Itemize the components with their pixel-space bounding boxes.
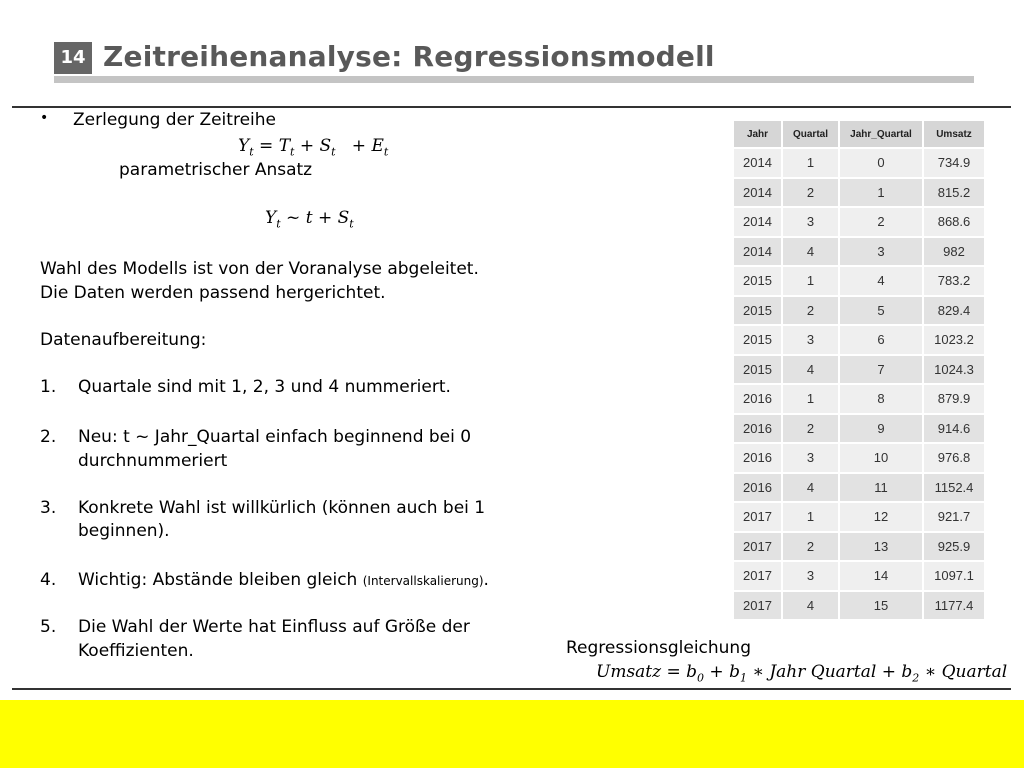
column-header-jahr: Jahr <box>734 121 783 149</box>
bullet-dot: • <box>40 110 49 126</box>
bottom-divider <box>12 688 1011 690</box>
list-item-main: Wichtig: Abstände bleiben gleich <box>78 570 358 590</box>
cell-jahr-quartal: 8 <box>840 385 924 415</box>
table-row <box>734 533 986 563</box>
model-equation: $Y_t$ ~ $t + S_t$ <box>265 208 354 231</box>
table-header-row <box>734 121 986 149</box>
table-row <box>734 385 986 415</box>
cell-quartal: 4 <box>783 238 840 268</box>
table-row <box>734 149 986 179</box>
cell-jahr-quartal: 10 <box>840 444 924 474</box>
cell-umsatz: 1023.2 <box>924 326 986 356</box>
cell-jahr: 2014 <box>734 179 783 209</box>
cell-umsatz: 921.7 <box>924 503 986 533</box>
data-table <box>734 121 986 621</box>
cell-jahr: 2017 <box>734 503 783 533</box>
list-item-text: Quartale sind mit 1, 2, 3 und 4 nummeriert. <box>78 377 451 397</box>
cell-quartal: 4 <box>783 356 840 386</box>
table-row <box>734 208 986 238</box>
footer-bar <box>0 700 1024 768</box>
column-header-umsatz: Umsatz <box>924 121 986 149</box>
table-row <box>734 474 986 504</box>
cell-jahr: 2015 <box>734 356 783 386</box>
cell-umsatz: 734.9 <box>924 149 986 179</box>
list-item-text: durchnummeriert <box>78 451 228 471</box>
cell-jahr: 2016 <box>734 444 783 474</box>
cell-jahr-quartal: 13 <box>840 533 924 563</box>
cell-quartal: 1 <box>783 267 840 297</box>
table-row <box>734 297 986 327</box>
cell-jahr: 2017 <box>734 562 783 592</box>
cell-quartal: 4 <box>783 474 840 504</box>
cell-jahr-quartal: 14 <box>840 562 924 592</box>
table-row <box>734 238 986 268</box>
cell-umsatz: 914.6 <box>924 415 986 445</box>
list-number: 4. <box>40 570 57 590</box>
intervallskalierung-note: (Intervallskalierung) <box>362 574 484 588</box>
cell-jahr-quartal: 2 <box>840 208 924 238</box>
list-item-tail: . <box>483 570 489 590</box>
cell-umsatz: 925.9 <box>924 533 986 563</box>
cell-jahr-quartal: 15 <box>840 592 924 622</box>
cell-quartal: 2 <box>783 297 840 327</box>
paragraph-line-2: Die Daten werden passend hergerichtet. <box>40 283 386 303</box>
cell-umsatz: 982 <box>924 238 986 268</box>
cell-quartal: 3 <box>783 562 840 592</box>
list-item-text: Koeffizienten. <box>78 641 194 661</box>
cell-jahr-quartal: 3 <box>840 238 924 268</box>
cell-jahr-quartal: 12 <box>840 503 924 533</box>
datenaufbereitung-heading: Datenaufbereitung: <box>40 330 207 350</box>
cell-quartal: 3 <box>783 208 840 238</box>
table-row <box>734 267 986 297</box>
cell-jahr: 2017 <box>734 592 783 622</box>
cell-jahr-quartal: 0 <box>840 149 924 179</box>
cell-quartal: 3 <box>783 444 840 474</box>
table-row <box>734 592 986 622</box>
cell-jahr: 2014 <box>734 149 783 179</box>
cell-umsatz: 879.9 <box>924 385 986 415</box>
slide-number: 14 <box>54 42 92 74</box>
list-number: 5. <box>40 617 57 637</box>
title-underline <box>54 76 974 83</box>
cell-jahr-quartal: 7 <box>840 356 924 386</box>
cell-jahr-quartal: 1 <box>840 179 924 209</box>
table-row <box>734 356 986 386</box>
column-header-jahr-quartal: Jahr_Quartal <box>840 121 924 149</box>
cell-umsatz: 1152.4 <box>924 474 986 504</box>
cell-quartal: 2 <box>783 415 840 445</box>
table-row <box>734 444 986 474</box>
cell-quartal: 3 <box>783 326 840 356</box>
cell-jahr-quartal: 6 <box>840 326 924 356</box>
regression-equation: Umsatz = $b_0 + b_1$ ∗ Jahr Quartal + $b_2$ ∗ Quartal <box>596 662 1008 685</box>
bullet-text: Zerlegung der Zeitreihe <box>73 110 276 130</box>
cell-jahr-quartal: 4 <box>840 267 924 297</box>
top-divider <box>12 106 1011 108</box>
decomposition-equation: $Y_t = T_t + S_t + E_t$ <box>238 136 389 159</box>
table-row <box>734 179 986 209</box>
cell-quartal: 2 <box>783 533 840 563</box>
slide-title: Zeitreihenanalyse: Regressionsmodell <box>103 40 715 73</box>
cell-jahr-quartal: 11 <box>840 474 924 504</box>
cell-umsatz: 1097.1 <box>924 562 986 592</box>
cell-jahr: 2016 <box>734 385 783 415</box>
cell-umsatz: 1024.3 <box>924 356 986 386</box>
cell-jahr: 2014 <box>734 208 783 238</box>
column-header-quartal: Quartal <box>783 121 840 149</box>
cell-jahr: 2016 <box>734 474 783 504</box>
cell-quartal: 1 <box>783 503 840 533</box>
cell-quartal: 1 <box>783 149 840 179</box>
cell-jahr: 2015 <box>734 326 783 356</box>
list-item-text: Neu: t ~ Jahr_Quartal einfach beginnend bei 0 <box>78 427 472 447</box>
regression-label: Regressionsgleichung <box>566 638 751 658</box>
cell-jahr-quartal: 5 <box>840 297 924 327</box>
cell-umsatz: 829.4 <box>924 297 986 327</box>
cell-jahr: 2017 <box>734 533 783 563</box>
cell-jahr: 2014 <box>734 238 783 268</box>
list-item-text: beginnen). <box>78 521 170 541</box>
cell-umsatz: 1177.4 <box>924 592 986 622</box>
list-number: 1. <box>40 377 57 397</box>
list-item-text <box>78 569 489 592</box>
paragraph-line-1: Wahl des Modells ist von der Voranalyse abgeleitet. <box>40 259 479 279</box>
table-row <box>734 326 986 356</box>
cell-quartal: 4 <box>783 592 840 622</box>
cell-umsatz: 815.2 <box>924 179 986 209</box>
ansatz-label: parametrischer Ansatz <box>119 160 313 180</box>
list-item-text: Die Wahl der Werte hat Einfluss auf Größe der <box>78 617 470 637</box>
list-number: 3. <box>40 498 57 518</box>
table-row <box>734 562 986 592</box>
cell-quartal: 2 <box>783 179 840 209</box>
table-body <box>734 149 986 621</box>
cell-umsatz: 976.8 <box>924 444 986 474</box>
cell-umsatz: 783.2 <box>924 267 986 297</box>
cell-jahr: 2015 <box>734 267 783 297</box>
cell-umsatz: 868.6 <box>924 208 986 238</box>
table-row <box>734 503 986 533</box>
cell-quartal: 1 <box>783 385 840 415</box>
cell-jahr: 2016 <box>734 415 783 445</box>
cell-jahr: 2015 <box>734 297 783 327</box>
list-number: 2. <box>40 427 57 447</box>
list-item-text: Konkrete Wahl ist willkürlich (können auch bei 1 <box>78 498 486 518</box>
cell-jahr-quartal: 9 <box>840 415 924 445</box>
table-row <box>734 415 986 445</box>
